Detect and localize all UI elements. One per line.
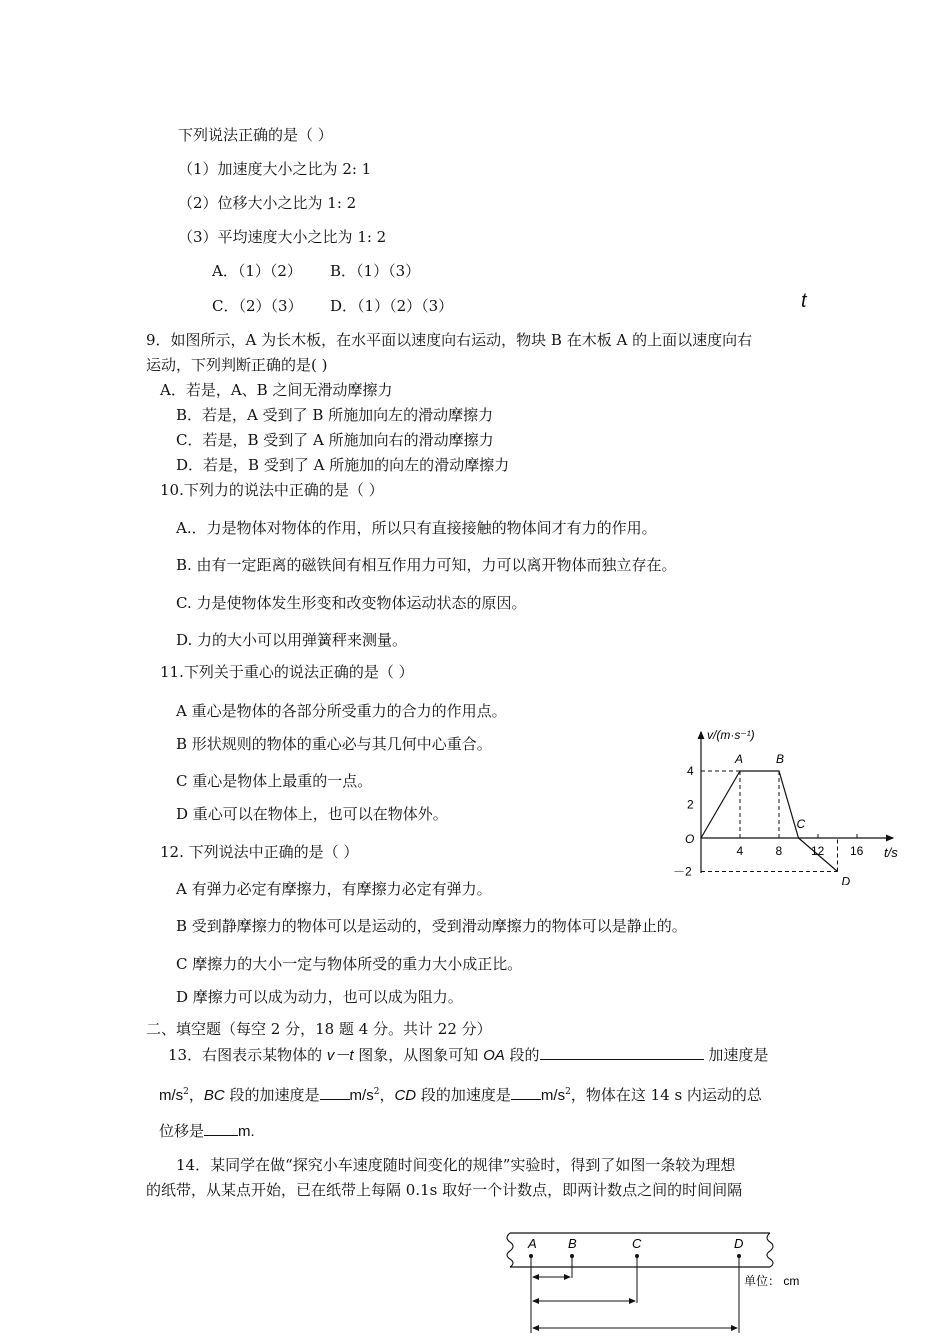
q8-statement-3: （3）平均速度大小之比为 1: 2 — [178, 228, 387, 246]
y-tick-labels — [673, 764, 694, 879]
q8-statement-2: （2）位移大小之比为 1: 2 — [178, 194, 357, 212]
q14-line1: 14．某同学在做“探究小车速度随时间变化的规律”实验时，得到了如图一条较为理想 — [176, 1156, 736, 1174]
x-axis-label: t/s — [884, 845, 898, 860]
q12-option-c: C 摩擦力的大小一定与物体所受的重力大小成正比。 — [176, 955, 523, 973]
q13-text-4: 加速度是 — [703, 1046, 769, 1064]
tape-label-c: C — [632, 1236, 642, 1251]
tape-right-edge — [767, 1233, 773, 1267]
y-tick-label-0: 4 — [687, 764, 694, 778]
q12-option-a: A 有弹力必定有摩擦力，有摩擦力必定有弹力。 — [176, 880, 492, 898]
q13-unit-2: m/s — [349, 1087, 374, 1104]
point-label-d: D — [841, 874, 851, 885]
tape-label-a: A — [528, 1236, 537, 1251]
q13-blank-3[interactable] — [511, 1085, 541, 1100]
q13-text-8: 段的加速度是 — [416, 1086, 511, 1104]
tape-label-b: B — [568, 1236, 577, 1251]
q9-option-c: C．若是，B 受到了 A 所施加向右的滑动摩擦力 — [176, 431, 494, 449]
q13-blank-4[interactable] — [204, 1121, 238, 1136]
q13-oa: OA — [483, 1047, 505, 1064]
q10-option-b: B. 由有一定距离的磁铁间有相互作用力可知，力可以离开物体而独立存在。 — [176, 556, 677, 574]
q13-text-11: m. — [238, 1123, 255, 1140]
q9-stem-line2: 运动，下列判断正确的是( ) — [146, 356, 328, 374]
q13-text-9: ，物体在这 14 s 内运动的总 — [570, 1086, 762, 1104]
x-tick-label-16: 16 — [850, 844, 864, 858]
q12-option-d: D 摩擦力可以成为动力，也可以成为阻力。 — [176, 988, 463, 1006]
q9-option-a: A．若是，A、B 之间无滑动摩擦力 — [160, 381, 393, 399]
q11-option-d: D 重心可以在物体上，也可以在物体外。 — [176, 805, 448, 823]
q13-line1 — [168, 1045, 768, 1065]
q10-option-c: C. 力是使物体发生形变和改变物体运动状态的原因。 — [176, 594, 527, 612]
vt-graph — [665, 720, 910, 885]
q14-line2: 的纸带，从某点开始，已在纸带上每隔 0.1s 取好一个计数点，即两计数点之间的时间间隔 — [146, 1181, 743, 1199]
tape-label-d: D — [734, 1236, 744, 1251]
y-axis-label: v/(m·s⁻¹) — [707, 728, 755, 742]
q10-option-a: A.．力是物体对物体的作用，所以只有直接接触的物体间才有力的作用。 — [176, 519, 657, 537]
q12-stem: 12. 下列说法中正确的是（ ） — [160, 843, 359, 861]
point-label-b: B — [776, 752, 785, 766]
x-tick-label-4: 4 — [736, 844, 744, 858]
q13-text-3: 段的 — [504, 1046, 540, 1064]
q11-option-b: B 形状规则的物体的重心必与其几何中心重合。 — [176, 735, 492, 753]
q13-blank-1[interactable] — [540, 1045, 704, 1060]
q13-cd: CD — [394, 1087, 417, 1104]
tape-unit-label: 单位： cm — [744, 1274, 800, 1288]
q13-sup-1: 2 — [183, 1087, 189, 1097]
q11-option-c: C 重心是物体上最重的一点。 — [176, 772, 373, 790]
q13-text-7: ， — [379, 1086, 395, 1104]
x-tick-label-12: 12 — [811, 844, 825, 858]
y-tick-label-1: 2 — [687, 797, 694, 812]
q13-sup-2: 2 — [373, 1087, 380, 1097]
x-tick-label-8: 8 — [775, 844, 783, 858]
q13-blank-2[interactable] — [320, 1085, 350, 1100]
paper-tape-diagram — [498, 1225, 816, 1344]
q11-stem: 11.下列关于重心的说法正确的是（ ） — [160, 663, 414, 681]
q13-text-2: 图象，从图象可知 — [353, 1046, 484, 1064]
q13-bc: BC — [203, 1087, 225, 1104]
q13-unit-3: m/s — [540, 1087, 566, 1104]
q11-option-a: A 重心是物体的各部分所受重力的合力的作用点。 — [176, 702, 507, 720]
q8-option-b: B．（1）（3） — [330, 262, 421, 280]
tape-left-edge — [507, 1233, 513, 1267]
q8-stem: 下列说法正确的是（ ） — [178, 126, 333, 144]
point-label-c: C — [796, 817, 806, 831]
q13-line3 — [159, 1121, 255, 1141]
q8-option-c: C．（2）（3） — [212, 297, 303, 315]
q13-line2 — [159, 1083, 762, 1105]
q13-text-10: 位移是 — [159, 1122, 205, 1140]
q9-option-b: B．若是，A 受到了 B 所施加向左的滑动摩擦力 — [176, 406, 494, 424]
origin-label: O — [685, 832, 695, 846]
q10-stem: 10.下列力的说法中正确的是（ ） — [160, 481, 384, 499]
q9-option-d: D．若是，B 受到了 A 所施加的向左的滑动摩擦力 — [176, 456, 510, 474]
q13-text-1: 13．右图表示某物体的 — [168, 1046, 327, 1064]
q13-text-6: 段的加速度是 — [224, 1086, 320, 1104]
x-tick-labels — [737, 844, 864, 858]
stray-t-label: t — [801, 290, 807, 312]
y-tick-label-2: －2 — [673, 864, 692, 879]
q13-vt: v－t — [326, 1047, 354, 1064]
q12-option-b: B 受到静摩擦力的物体可以是运动的，受到滑动摩擦力的物体可以是静止的。 — [176, 917, 687, 935]
q13-sup-3: 2 — [565, 1087, 571, 1097]
q8-option-d: D．（1）（2）（3） — [330, 297, 454, 315]
q13-unit-1: m/s — [159, 1087, 184, 1104]
q8-statement-1: （1）加速度大小之比为 2: 1 — [178, 160, 372, 178]
section2-heading: 二、填空题（每空 2 分，18 题 4 分。共计 22 分） — [146, 1020, 492, 1038]
q13-text-5: ， — [188, 1086, 204, 1104]
q10-option-d: D. 力的大小可以用弹簧秤来测量。 — [176, 631, 408, 649]
tape-dimension-arrows — [533, 1277, 737, 1328]
point-label-a: A — [735, 752, 744, 766]
tape-dots — [529, 1254, 741, 1258]
q8-option-a: A．（1）（2） — [212, 262, 302, 280]
q9-stem-line1: 9．如图所示，A 为长木板，在水平面以速度向右运动，物块 B 在木板 A 的上面以速度向右 — [146, 331, 753, 349]
